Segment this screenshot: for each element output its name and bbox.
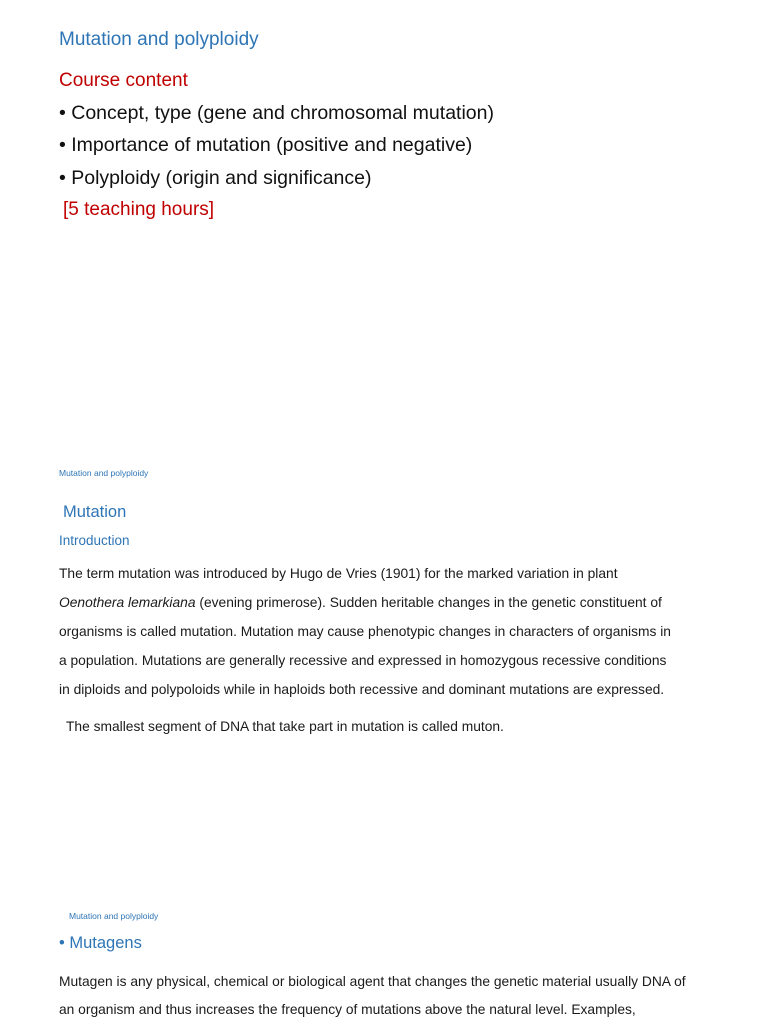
paragraph-line: in diploids and polypoloids while in haploids both recessive and dominant mutations are expressed.	[59, 682, 665, 697]
course-item-polyploidy: • Polyploidy (origin and significance)	[59, 167, 372, 189]
species-name: Oenothera lemarkiana	[59, 595, 196, 610]
course-item-importance: • Importance of mutation (positive and negative)	[59, 134, 473, 156]
section-heading-mutation: Mutation	[63, 503, 127, 521]
paragraph-line: Mutagen is any physical, chemical or biological agent that changes the genetic material usually DNA of	[59, 974, 686, 989]
paragraph-line: a population. Mutations are generally recessive and expressed in homozygous recessive conditions	[59, 653, 667, 668]
paragraph-line: an organism and thus increases the frequency of mutations above the natural level. Examples,	[59, 1002, 636, 1017]
teaching-hours: [5 teaching hours]	[63, 199, 215, 220]
paragraph-line: The term mutation was introduced by Hugo de Vries (1901) for the marked variation in plant	[59, 566, 618, 581]
page-header: Mutation and polyploidy	[59, 468, 149, 478]
paragraph-line	[59, 595, 662, 610]
paragraph-line: organisms is called mutation. Mutation may cause phenotypic changes in characters of organisms in	[59, 624, 671, 639]
course-content-label: Course content	[59, 70, 188, 91]
section-heading-mutagens: • Mutagens	[59, 934, 142, 952]
sub-heading-introduction: Introduction	[59, 533, 130, 548]
page-header: Mutation and polyploidy	[69, 911, 159, 921]
muton-definition: The smallest segment of DNA that take part in mutation is called muton.	[66, 719, 504, 734]
course-item-concept: • Concept, type (gene and chromosomal mutation)	[59, 102, 494, 124]
paragraph-line-text: (evening primerose). Sudden heritable changes in the genetic constituent of	[195, 595, 662, 610]
slide-title: Mutation and polyploidy	[59, 29, 259, 50]
